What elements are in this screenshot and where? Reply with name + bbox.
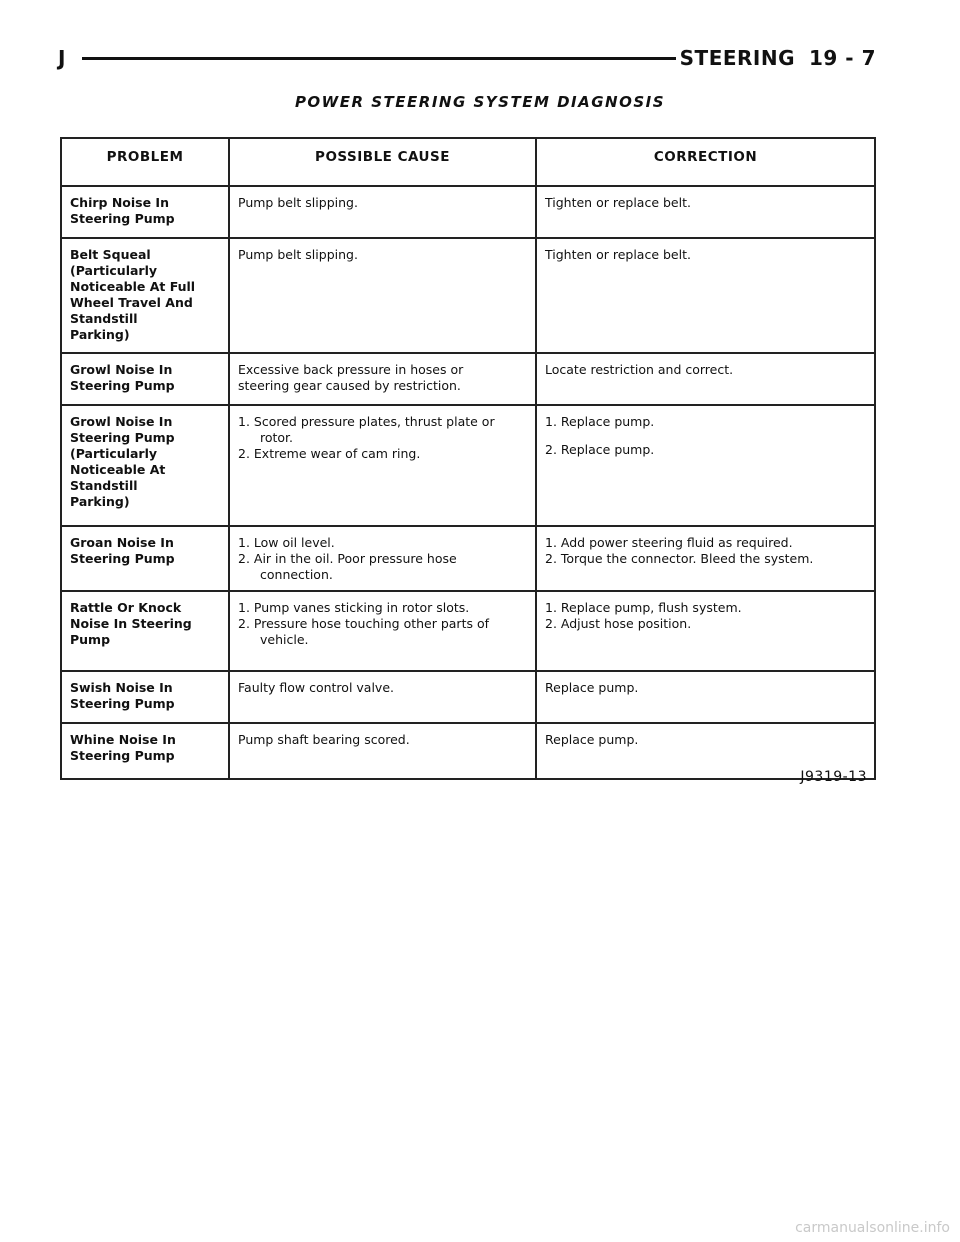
problem-cell <box>61 405 229 526</box>
cause-item: 2. Extreme wear of cam ring. <box>238 446 421 461</box>
cause-line: Pump shaft bearing scored. <box>238 732 410 747</box>
table-row <box>61 591 875 671</box>
table-row <box>61 526 875 591</box>
header-right <box>680 46 876 70</box>
cause-line: Faulty flow control valve. <box>238 680 394 695</box>
figure-id: J9319-13 <box>800 769 867 785</box>
section-letter: J <box>58 46 66 70</box>
correction-line: Replace pump. <box>545 680 639 695</box>
problem-line: Growl Noise In <box>70 414 173 429</box>
diagnosis-table <box>60 137 876 780</box>
cause-item: 2. Pressure hose touching other parts of vehicle. <box>238 616 490 647</box>
cause-line: steering gear caused by restriction. <box>238 378 461 393</box>
page-number: 19 - 7 <box>809 46 876 70</box>
problem-line: (Particularly <box>70 446 158 461</box>
problem-line: Chirp Noise In <box>70 195 169 210</box>
problem-line: Wheel Travel And <box>70 295 193 310</box>
header-correction: CORRECTION <box>536 138 875 186</box>
correction-item: 1. Add power steering fluid as required. <box>545 535 793 550</box>
cause-cell <box>229 671 536 723</box>
correction-item: 2. Torque the connector. Bleed the system. <box>545 551 814 566</box>
problem-line: Rattle Or Knock <box>70 600 182 615</box>
problem-cell <box>61 723 229 779</box>
cause-cell <box>229 186 536 238</box>
cause-line: Pump belt slipping. <box>238 247 358 262</box>
problem-line: Steering Pump <box>70 378 175 393</box>
problem-line: Pump <box>70 632 111 647</box>
cause-cell <box>229 238 536 353</box>
table-header-row <box>61 138 875 186</box>
correction-cell <box>536 353 875 405</box>
problem-line: Noise In Steering <box>70 616 192 631</box>
correction-item: 1. Replace pump. <box>545 414 655 429</box>
table-row <box>61 405 875 526</box>
problem-line: Standstill <box>70 311 138 326</box>
problem-cell <box>61 591 229 671</box>
correction-line: Tighten or replace belt. <box>545 195 691 210</box>
problem-line: Steering Pump <box>70 696 175 711</box>
table-row <box>61 238 875 353</box>
correction-line: Tighten or replace belt. <box>545 247 691 262</box>
correction-line: Replace pump. <box>545 732 639 747</box>
problem-line: Swish Noise In <box>70 680 173 695</box>
problem-cell <box>61 671 229 723</box>
problem-cell <box>61 353 229 405</box>
cause-line: Pump belt slipping. <box>238 195 358 210</box>
problem-line: Growl Noise In <box>70 362 173 377</box>
correction-item: 2. Adjust hose position. <box>545 616 692 631</box>
correction-item: 1. Replace pump, flush system. <box>545 600 742 615</box>
cause-cell <box>229 526 536 591</box>
header-problem: PROBLEM <box>61 138 229 186</box>
problem-cell <box>61 186 229 238</box>
header-possible-cause: POSSIBLE CAUSE <box>229 138 536 186</box>
table-row <box>61 671 875 723</box>
cause-line: Excessive back pressure in hoses or <box>238 362 464 377</box>
problem-cell <box>61 238 229 353</box>
problem-line: Parking) <box>70 494 130 509</box>
problem-line: Steering Pump <box>70 748 175 763</box>
problem-line: Groan Noise In <box>70 535 174 550</box>
correction-cell <box>536 238 875 353</box>
problem-line: Noticeable At <box>70 462 166 477</box>
cause-cell <box>229 405 536 526</box>
problem-line: Steering Pump <box>70 211 175 226</box>
correction-cell <box>536 405 875 526</box>
problem-line: Steering Pump <box>70 551 175 566</box>
cause-cell <box>229 353 536 405</box>
problem-cell <box>61 526 229 591</box>
problem-line: Parking) <box>70 327 130 342</box>
problem-line: Standstill <box>70 478 138 493</box>
cause-item: 1. Low oil level. <box>238 535 335 550</box>
spacer <box>545 430 866 442</box>
cause-item: 2. Air in the oil. Poor pressure hose connection. <box>238 551 457 582</box>
problem-line: Belt Squeal <box>70 247 151 262</box>
table-row <box>61 186 875 238</box>
watermark: carmanualsonline.info <box>795 1220 950 1236</box>
cause-cell <box>229 591 536 671</box>
correction-line: Locate restriction and correct. <box>545 362 734 377</box>
problem-line: Whine Noise In <box>70 732 176 747</box>
problem-line: Noticeable At Full <box>70 279 196 294</box>
correction-cell <box>536 671 875 723</box>
document-title: POWER STEERING SYSTEM DIAGNOSIS <box>294 93 666 111</box>
section-title: STEERING <box>679 46 796 70</box>
table-row <box>61 353 875 405</box>
page-header <box>58 44 876 72</box>
correction-cell <box>536 591 875 671</box>
table-row <box>61 723 875 779</box>
cause-item: 1. Pump vanes sticking in rotor slots. <box>238 600 470 615</box>
problem-line: Steering Pump <box>70 430 175 445</box>
header-rule <box>82 57 676 60</box>
problem-line: (Particularly <box>70 263 158 278</box>
cause-cell <box>229 723 536 779</box>
correction-item: 2. Replace pump. <box>545 442 655 457</box>
cause-item: 1. Scored pressure plates, thrust plate or rotor. <box>238 414 495 445</box>
correction-cell <box>536 186 875 238</box>
correction-cell <box>536 526 875 591</box>
